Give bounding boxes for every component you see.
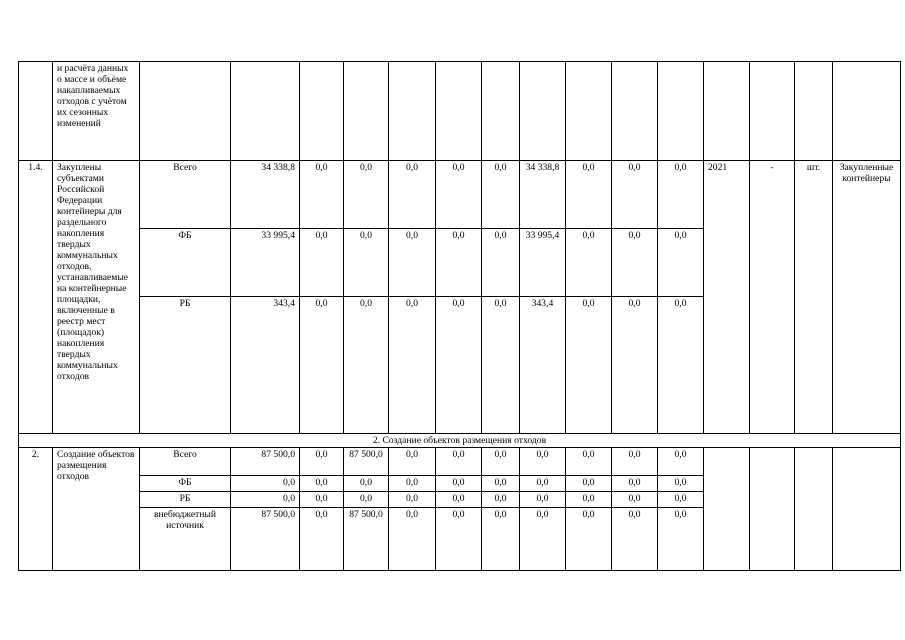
- value-cell: 0,0: [566, 297, 612, 434]
- value-cell: 0,0: [520, 492, 566, 508]
- section-title: 2. Создание объектов размещения отходов: [19, 434, 901, 448]
- value-cell: 0,0: [344, 492, 389, 508]
- value-cell: 0,0: [566, 161, 612, 229]
- table-row-continuation: [19, 62, 901, 161]
- value-cell: 0,0: [482, 161, 520, 229]
- item-number: 1.4.: [19, 161, 53, 434]
- value-cell: 0,0: [658, 508, 704, 571]
- item-name: Создание объектов размещения отходов: [53, 448, 140, 571]
- value-cell: 0,0: [436, 297, 482, 434]
- cell-number: [19, 62, 53, 161]
- value-cell: 0,0: [482, 492, 520, 508]
- value-cell: 0,0: [300, 297, 344, 434]
- value-cell: 0,0: [436, 508, 482, 571]
- value-cell: 0,0: [389, 492, 436, 508]
- value-cell: 0,0: [389, 161, 436, 229]
- value-cell: 0,0: [612, 297, 658, 434]
- cell-name-continuation: и расчёта данных о массе и объёме накапливаемых отходов с учётом их сезонных изменений: [53, 62, 140, 161]
- value-cell: 0,0: [612, 161, 658, 229]
- value-cell: 87 500,0: [231, 448, 300, 476]
- source-label: Всего: [140, 161, 231, 229]
- value-cell: 0,0: [566, 229, 612, 297]
- source-label: ФБ: [140, 229, 231, 297]
- value-cell: 0,0: [344, 476, 389, 492]
- source-label: Всего: [140, 448, 231, 476]
- value-cell: 0,0: [658, 297, 704, 434]
- item-dash: -: [750, 161, 795, 434]
- value-cell: 0,0: [612, 448, 658, 476]
- value-cell: 0,0: [658, 492, 704, 508]
- item-number: 2.: [19, 448, 53, 571]
- value-cell: 34 338,8: [520, 161, 566, 229]
- value-cell: 0,0: [344, 161, 389, 229]
- value-cell: 0,0: [231, 476, 300, 492]
- value-cell: 0,0: [436, 492, 482, 508]
- value-cell: 0,0: [389, 448, 436, 476]
- value-cell: 0,0: [612, 229, 658, 297]
- value-cell: 0,0: [436, 229, 482, 297]
- section-header-row: [19, 434, 901, 448]
- value-cell: 33 995,4: [231, 229, 300, 297]
- value-cell: 0,0: [300, 508, 344, 571]
- value-cell: 0,0: [566, 476, 612, 492]
- value-cell: 0,0: [482, 448, 520, 476]
- value-cell: 343,4: [520, 297, 566, 434]
- value-cell: 0,0: [566, 508, 612, 571]
- value-cell: 0,0: [300, 476, 344, 492]
- value-cell: 0,0: [612, 476, 658, 492]
- value-cell: 343,4: [231, 297, 300, 434]
- value-cell: 0,0: [658, 161, 704, 229]
- source-label: внебюджетный источник: [140, 508, 231, 571]
- source-label: ФБ: [140, 476, 231, 492]
- value-cell: 34 338,8: [231, 161, 300, 229]
- value-cell: 87 500,0: [231, 508, 300, 571]
- value-cell: 0,0: [658, 476, 704, 492]
- value-cell: 0,0: [482, 508, 520, 571]
- value-cell: 0,0: [389, 297, 436, 434]
- item-year: 2021: [704, 161, 750, 434]
- value-cell: 0,0: [344, 297, 389, 434]
- value-cell: 0,0: [436, 161, 482, 229]
- item-result: Закупленные контейнеры: [833, 161, 901, 434]
- value-cell: 0,0: [344, 229, 389, 297]
- value-cell: 0,0: [566, 448, 612, 476]
- item-name: Закуплены субъектами Российской Федерации контейнеры для раздельного накопления твердых коммунальных отходов, устанавливаемые на контейнерные площадки, включенные в реестр мест (площадок) накопления твердых коммунальных отходов: [53, 161, 140, 434]
- budget-table: [18, 61, 901, 571]
- value-cell: 0,0: [300, 161, 344, 229]
- item-unit: шт.: [795, 161, 833, 434]
- value-cell: 87 500,0: [344, 508, 389, 571]
- value-cell: 0,0: [658, 229, 704, 297]
- value-cell: 0,0: [482, 229, 520, 297]
- value-cell: 0,0: [520, 448, 566, 476]
- value-cell: 0,0: [300, 492, 344, 508]
- table-row: [19, 161, 901, 229]
- source-label: РБ: [140, 492, 231, 508]
- value-cell: 0,0: [520, 476, 566, 492]
- value-cell: 33 995,4: [520, 229, 566, 297]
- value-cell: 0,0: [389, 476, 436, 492]
- value-cell: 0,0: [300, 448, 344, 476]
- value-cell: 0,0: [658, 448, 704, 476]
- table-row: [19, 448, 901, 476]
- value-cell: 0,0: [389, 508, 436, 571]
- source-label: РБ: [140, 297, 231, 434]
- value-cell: 87 500,0: [344, 448, 389, 476]
- value-cell: 0,0: [231, 492, 300, 508]
- value-cell: 0,0: [566, 492, 612, 508]
- value-cell: 0,0: [520, 508, 566, 571]
- value-cell: 0,0: [436, 448, 482, 476]
- value-cell: 0,0: [482, 476, 520, 492]
- value-cell: 0,0: [612, 508, 658, 571]
- value-cell: 0,0: [389, 229, 436, 297]
- value-cell: 0,0: [436, 476, 482, 492]
- value-cell: 0,0: [612, 492, 658, 508]
- value-cell: 0,0: [300, 229, 344, 297]
- value-cell: 0,0: [482, 297, 520, 434]
